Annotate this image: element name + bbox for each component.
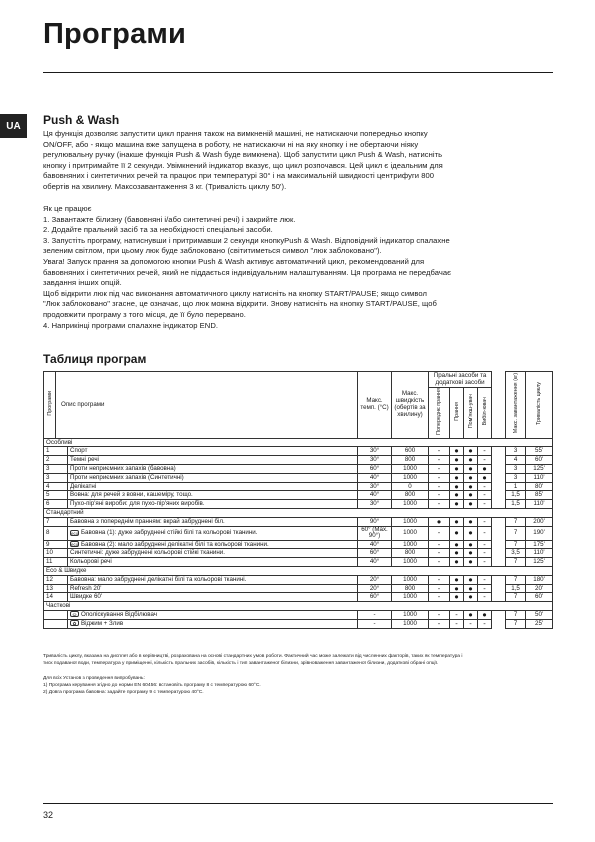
prewash-mark: -	[429, 610, 450, 619]
temp-text: 30°	[369, 456, 380, 464]
push-wash-step: 4. Наприкінці програми спалахне індикатор END.	[43, 320, 219, 330]
program-number: 13	[44, 584, 68, 593]
max-speed: 1000	[392, 558, 429, 567]
program-number: 6	[44, 500, 68, 509]
section-label: Eco & Швидке	[44, 566, 553, 575]
cycle-duration: 60'	[526, 593, 553, 602]
cycle-duration: 110'	[526, 473, 553, 482]
description-text: Проти неприємних запахів (бавовна)	[70, 465, 176, 473]
wash-mark: ●	[450, 526, 464, 540]
prewash-mark: -	[429, 456, 450, 465]
max-load: 7	[506, 526, 526, 540]
bleach-mark: -	[478, 456, 492, 465]
wash-mark: ●	[450, 517, 464, 526]
program-number: 3	[44, 473, 68, 482]
table-row	[44, 610, 553, 619]
program-description	[68, 558, 358, 567]
program-description	[68, 500, 358, 509]
push-wash-step: зеленим світлом, при цьому люк буде заблоковано (світитиметься символ "люк заблоковано").	[43, 246, 382, 256]
program-number: 1	[44, 447, 68, 456]
max-temp	[358, 619, 392, 628]
wash-mark: ●	[450, 575, 464, 584]
header-speed: Макс. швидкість (обертів за хвилину)	[392, 372, 429, 439]
program-number: 9	[44, 540, 68, 549]
description-text: Спорт	[70, 447, 88, 455]
max-speed: 1000	[392, 540, 429, 549]
test-note-1: 1) Програма керування згідно до норми EN 60456: встановіть програму 8 с температурою 60°C.	[43, 683, 261, 688]
program-number: 7	[44, 517, 68, 526]
spacer-cell	[492, 500, 506, 509]
table-row	[44, 456, 553, 465]
title-divider	[43, 72, 553, 73]
description-text: Проти неприємних запахів (Синтетичні)	[70, 473, 184, 481]
wash-mark: ●	[450, 584, 464, 593]
cycle-duration: 125'	[526, 558, 553, 567]
max-load: 7	[506, 575, 526, 584]
max-temp	[358, 465, 392, 474]
description-text: Ополіскування Відбілювач	[81, 610, 158, 618]
bleach-mark: -	[478, 491, 492, 500]
temp-text: -	[373, 610, 376, 618]
softener-mark: ●	[464, 456, 478, 465]
header-prewash: Попереднє прання	[429, 388, 450, 439]
softener-mark: ●	[464, 465, 478, 474]
push-wash-step: "Люк заблоковано" згасне, це означає, що люк можна відкрити. Знову натисніть на кнопку START/PAUSE, щоб	[43, 299, 437, 309]
max-speed: 1000	[392, 500, 429, 509]
max-temp	[358, 473, 392, 482]
max-temp	[358, 575, 392, 584]
max-temp	[358, 456, 392, 465]
description-text: Швидке 60'	[70, 593, 103, 601]
program-table	[43, 371, 553, 629]
spacer-cell	[492, 575, 506, 584]
push-wash-line: Ця функція дозволяє запустити цикл прання також на вимкненій машині, не натискаючи попередньо кнопку	[43, 129, 428, 138]
temp-text: 40°	[369, 473, 380, 481]
temp-text: 30°	[369, 500, 380, 508]
cycle-duration: 55'	[526, 447, 553, 456]
wash-mark: ●	[450, 482, 464, 491]
header-programs: Програми	[44, 372, 56, 439]
description-text: Бавовна (1): дуже забруднені стійкі білі та кольорові тканини.	[81, 529, 258, 537]
bleach-mark: ●	[478, 610, 492, 619]
push-wash-heading: Push & Wash	[43, 113, 120, 127]
program-number	[44, 619, 68, 628]
softener-mark: ●	[464, 549, 478, 558]
program-number: 11	[44, 558, 68, 567]
push-wash-step: бавовняних і синтетичних речей, який не піддається індивідуальним налаштуванням. Ця програма не передбачає	[43, 267, 452, 277]
header-duration: Тривалість циклу	[526, 372, 553, 439]
table-row	[44, 619, 553, 628]
prewash-mark: -	[429, 575, 450, 584]
description-text: Пухо-пір'яні вироби: для пухо-пір'яних виробів.	[70, 500, 205, 508]
table-heading: Таблиця програм	[43, 352, 147, 366]
wash-mark: ●	[450, 447, 464, 456]
max-temp	[358, 447, 392, 456]
temp-text: 60°	[369, 465, 380, 473]
description-text: Темні речі	[70, 456, 99, 464]
softener-mark: ●	[464, 558, 478, 567]
page-number: 32	[43, 810, 54, 820]
wash-mark: -	[450, 619, 464, 628]
table-row	[44, 575, 553, 584]
table-row	[44, 517, 553, 526]
table-row	[44, 482, 553, 491]
max-speed: 1000	[392, 526, 429, 540]
description-text: Вовна: для речей з вовни, кашеміру, тощо.	[70, 491, 193, 499]
table-section-row	[44, 602, 553, 611]
max-load: 7	[506, 558, 526, 567]
max-temp	[358, 500, 392, 509]
program-description	[68, 619, 358, 628]
max-load: 3,5	[506, 549, 526, 558]
softener-mark: ●	[464, 593, 478, 602]
push-wash-line: регулювальну ручку (інакше функція Push & Wash буде вимкнена). Щоб запустити цикл Push & Wash, натисніть	[43, 150, 443, 160]
description-text: Бавовна з попереднім пранням: вкрай забруднені біл.	[70, 517, 225, 525]
max-temp	[358, 526, 392, 540]
max-load: 7	[506, 619, 526, 628]
softener-mark: ●	[464, 447, 478, 456]
softener-mark: ●	[464, 540, 478, 549]
bleach-icon: ⛀	[70, 611, 79, 617]
softener-mark: ●	[464, 517, 478, 526]
header-detergents: Пральні засоби та додаткові засоби	[429, 372, 492, 388]
bleach-mark: -	[478, 540, 492, 549]
bleach-mark: -	[478, 593, 492, 602]
push-wash-step: завдання інших опцій.	[43, 278, 122, 288]
page-title: Програми	[43, 18, 187, 50]
max-load: 1,5	[506, 584, 526, 593]
spacer-cell	[492, 558, 506, 567]
prewash-mark: -	[429, 500, 450, 509]
spacer-cell	[492, 584, 506, 593]
max-load: 1	[506, 482, 526, 491]
cycle-duration: 50'	[526, 610, 553, 619]
header-bleach: Вибіл-ювач	[478, 388, 492, 439]
bleach-mark: -	[478, 549, 492, 558]
temp-text: -	[373, 619, 376, 627]
description-text: Refresh 20'	[70, 584, 102, 592]
program-description	[68, 447, 358, 456]
prewash-mark: -	[429, 465, 450, 474]
softener-mark: -	[464, 619, 478, 628]
max-speed: 800	[392, 456, 429, 465]
wash-mark: ●	[450, 456, 464, 465]
cycle-duration: 85'	[526, 491, 553, 500]
cycle-duration: 110'	[526, 500, 553, 509]
program-description	[68, 575, 358, 584]
program-description	[68, 593, 358, 602]
max-speed: 1000	[392, 619, 429, 628]
spacer-cell	[492, 473, 506, 482]
push-wash-line: ON/OFF, або - якщо машина вже запущена в роботу, не натискаючи ні на яку кнопку і не обертаючи ніяку	[43, 139, 419, 149]
program-description	[68, 540, 358, 549]
program-number: 5	[44, 491, 68, 500]
temp-text: 20°	[369, 584, 380, 592]
eco-icon: eco	[71, 541, 79, 547]
program-description	[68, 549, 358, 558]
push-wash-step: 1. Завантажте білизну (бавовняні і/або синтетичні речі) і закрийте люк.	[43, 214, 296, 224]
table-section-row	[44, 566, 553, 575]
max-load: 4	[506, 456, 526, 465]
program-description	[68, 584, 358, 593]
softener-mark: ●	[464, 500, 478, 509]
prewash-mark: -	[429, 482, 450, 491]
bleach-mark: -	[478, 619, 492, 628]
table-row	[44, 593, 553, 602]
max-temp	[358, 549, 392, 558]
wash-mark: ●	[450, 473, 464, 482]
table-row	[44, 447, 553, 456]
bleach-mark: -	[478, 500, 492, 509]
language-tab: UA	[0, 114, 27, 138]
push-wash-step: 2. Додайте пральний засіб та за необхідності спеціальні засоби.	[43, 225, 273, 235]
spacer-cell	[492, 517, 506, 526]
max-speed: 600	[392, 447, 429, 456]
max-temp	[358, 540, 392, 549]
max-speed: 1000	[392, 517, 429, 526]
max-speed: 800	[392, 491, 429, 500]
prewash-mark: -	[429, 526, 450, 540]
prewash-mark: -	[429, 619, 450, 628]
description-text: Бавовна (2): мало забруднені делікатні білі та кольорові тканини.	[81, 540, 269, 548]
description-text: Кольорові речі	[70, 558, 112, 566]
prewash-mark: -	[429, 593, 450, 602]
header-load: Макс. завантаження (кг)	[506, 372, 526, 439]
push-wash-step: продовжити програму з того місця, де її було перервано.	[43, 309, 246, 319]
wash-mark: ●	[450, 540, 464, 549]
program-description	[68, 473, 358, 482]
max-speed: 800	[392, 549, 429, 558]
cycle-duration: 125'	[526, 465, 553, 474]
prewash-mark: -	[429, 584, 450, 593]
push-wash-line: бавовняних і синтетичних речей та працює при температурі 30° і на максимальній швидкості центрифуги 800	[43, 171, 435, 181]
wash-mark: ●	[450, 491, 464, 500]
temp-text: 90°	[369, 517, 380, 525]
bleach-mark: -	[478, 584, 492, 593]
max-load: 3	[506, 447, 526, 456]
table-row	[44, 584, 553, 593]
prewash-mark: -	[429, 473, 450, 482]
softener-mark: ●	[464, 610, 478, 619]
header-softener: Пом'якш-увач	[464, 388, 478, 439]
spacer-cell	[492, 549, 506, 558]
max-load: 1,5	[506, 500, 526, 509]
bottom-divider	[43, 803, 553, 804]
program-number: 8	[44, 526, 68, 540]
max-temp	[358, 558, 392, 567]
softener-mark: ●	[464, 575, 478, 584]
max-speed: 800	[392, 584, 429, 593]
temp-text: 40°	[369, 558, 380, 566]
cycle-duration: 190'	[526, 526, 553, 540]
max-speed: 1000	[392, 575, 429, 584]
wash-mark: -	[450, 610, 464, 619]
table-section-row	[44, 438, 553, 447]
spacer-cell	[492, 447, 506, 456]
table-row	[44, 526, 553, 540]
softener-mark: ●	[464, 526, 478, 540]
max-speed: 1000	[392, 593, 429, 602]
push-wash-step: 3. Запустіть програму, натиснувши і притримавши 2 секунди кнопкуPush & Wash. Відповідний індикатор спалахне	[43, 235, 450, 245]
push-wash-line: обертів на хвилину. Максозавантаження 3 кг. (Тривалість циклу 50').	[43, 182, 287, 191]
spacer-cell	[492, 465, 506, 474]
spacer-cell	[492, 610, 506, 619]
table-row	[44, 558, 553, 567]
prewash-mark: ●	[429, 517, 450, 526]
prewash-mark: -	[429, 447, 450, 456]
spacer-cell	[492, 593, 506, 602]
push-wash-step: Увага! Запуск прання за допомогою кнопки Push & Wash активує автоматичний цикл, рекомендований для	[43, 256, 425, 266]
max-temp	[358, 593, 392, 602]
bleach-mark: ●	[478, 465, 492, 474]
bleach-mark: -	[478, 558, 492, 567]
spacer-cell	[492, 526, 506, 540]
max-speed: 0	[392, 482, 429, 491]
softener-mark: ●	[464, 491, 478, 500]
spacer-cell	[492, 482, 506, 491]
max-load: 3	[506, 473, 526, 482]
spacer-cell	[492, 619, 506, 628]
header-description: Опис програми	[56, 372, 358, 439]
bleach-mark: ●	[478, 473, 492, 482]
temp-text: 60°	[369, 593, 380, 601]
program-number	[44, 610, 68, 619]
program-description	[68, 482, 358, 491]
bleach-mark: -	[478, 447, 492, 456]
softener-mark: ●	[464, 482, 478, 491]
max-load: 1,5	[506, 491, 526, 500]
max-temp	[358, 482, 392, 491]
prewash-mark: -	[429, 491, 450, 500]
table-row	[44, 491, 553, 500]
cycle-duration: 110'	[526, 549, 553, 558]
max-load: 7	[506, 540, 526, 549]
max-speed: 1000	[392, 610, 429, 619]
temp-text: 30°	[369, 447, 380, 455]
wash-mark: ●	[450, 593, 464, 602]
temp-text: 40°	[369, 491, 380, 499]
push-wash-step: Щоб відкрити люк під час виконання автоматичного циклу натисніть на кнопку START/PAUSE; якщо символ	[43, 288, 427, 298]
header-spacer	[492, 372, 506, 439]
section-label: Часткові	[44, 602, 553, 611]
table-row	[44, 549, 553, 558]
program-number: 10	[44, 549, 68, 558]
program-number: 3	[44, 465, 68, 474]
temp-text: 60° (Max. 90°)	[361, 526, 388, 540]
test-heading: Для всіх Установ з проведення випробувань:	[43, 676, 145, 681]
program-description	[68, 526, 358, 540]
table-row	[44, 473, 553, 482]
program-number: 12	[44, 575, 68, 584]
temp-text: 40°	[369, 540, 380, 548]
max-temp	[358, 610, 392, 619]
temp-text: 20°	[369, 575, 380, 583]
header-temp: Макс. темп. (°C)	[358, 372, 392, 439]
cycle-duration: 80'	[526, 482, 553, 491]
max-load: 7	[506, 610, 526, 619]
duration-note-1: Тривалість циклу, вказана на дисплеї або в керівництві, розрахована на основі стандартних умов роботи. Фактичний час може залежати від численних факторів, таких як температура і	[43, 654, 463, 659]
description-text: Віджим + Злив	[81, 619, 124, 627]
prewash-mark: -	[429, 549, 450, 558]
program-number: 4	[44, 482, 68, 491]
duration-note-2: тиск подаваної води, температура у приміщенні, кількість пральних засобів, кількість і тип завантаженої білизни, зрівноваження завантаженої білизни, додаткові обрані опції.	[43, 661, 439, 666]
steps-heading: Як це працює	[43, 204, 92, 213]
program-description	[68, 456, 358, 465]
table-row	[44, 540, 553, 549]
spacer-cell	[492, 491, 506, 500]
max-temp	[358, 584, 392, 593]
cycle-duration: 20'	[526, 584, 553, 593]
wash-mark: ●	[450, 465, 464, 474]
bleach-mark: -	[478, 526, 492, 540]
section-label: Особливі	[44, 438, 553, 447]
push-wash-line: кнопку і притримайте її 2 секунди. Увімкнений індикатор вказує, що цикл розпочався. Цей цикл є ідеальним для	[43, 160, 443, 170]
description-text: Бавовна: мало забруднені делікатні білі та кольорові тканині.	[70, 575, 247, 583]
temp-text: 30°	[369, 482, 380, 490]
program-description	[68, 517, 358, 526]
prewash-mark: -	[429, 558, 450, 567]
section-label: Стандартний	[44, 509, 553, 518]
max-speed: 1000	[392, 473, 429, 482]
table-row	[44, 500, 553, 509]
program-number: 2	[44, 456, 68, 465]
program-number: 14	[44, 593, 68, 602]
table-section-row	[44, 509, 553, 518]
cycle-duration: 25'	[526, 619, 553, 628]
softener-mark: ●	[464, 584, 478, 593]
bleach-mark: -	[478, 575, 492, 584]
spacer-cell	[492, 456, 506, 465]
max-speed: 1000	[392, 465, 429, 474]
wash-mark: ●	[450, 549, 464, 558]
table-row	[44, 465, 553, 474]
test-note-2: 2) Довга програма бавовна: задайте програму 9 с температурою 40°C.	[43, 690, 204, 695]
program-description	[68, 465, 358, 474]
cycle-duration: 180'	[526, 575, 553, 584]
bleach-mark: -	[478, 517, 492, 526]
wash-mark: ●	[450, 500, 464, 509]
cycle-duration: 175'	[526, 540, 553, 549]
prewash-mark: -	[429, 540, 450, 549]
max-load: 3	[506, 465, 526, 474]
bleach-mark: -	[478, 482, 492, 491]
wash-mark: ●	[450, 558, 464, 567]
spin-icon: ✿	[70, 620, 79, 626]
description-text: Синтетичні: дуже забруднені кольорові стійкі тканини.	[70, 549, 225, 557]
program-description	[68, 491, 358, 500]
softener-mark: ●	[464, 473, 478, 482]
cycle-duration: 60'	[526, 456, 553, 465]
program-description	[68, 610, 358, 619]
spacer-cell	[492, 540, 506, 549]
cycle-duration: 200'	[526, 517, 553, 526]
description-text: Делікатні	[70, 482, 97, 490]
temp-text: 60°	[369, 549, 380, 557]
header-wash: Прання	[450, 388, 464, 439]
max-load: 7	[506, 593, 526, 602]
max-temp	[358, 517, 392, 526]
eco-icon: eco	[71, 530, 79, 536]
max-load: 7	[506, 517, 526, 526]
max-temp	[358, 491, 392, 500]
